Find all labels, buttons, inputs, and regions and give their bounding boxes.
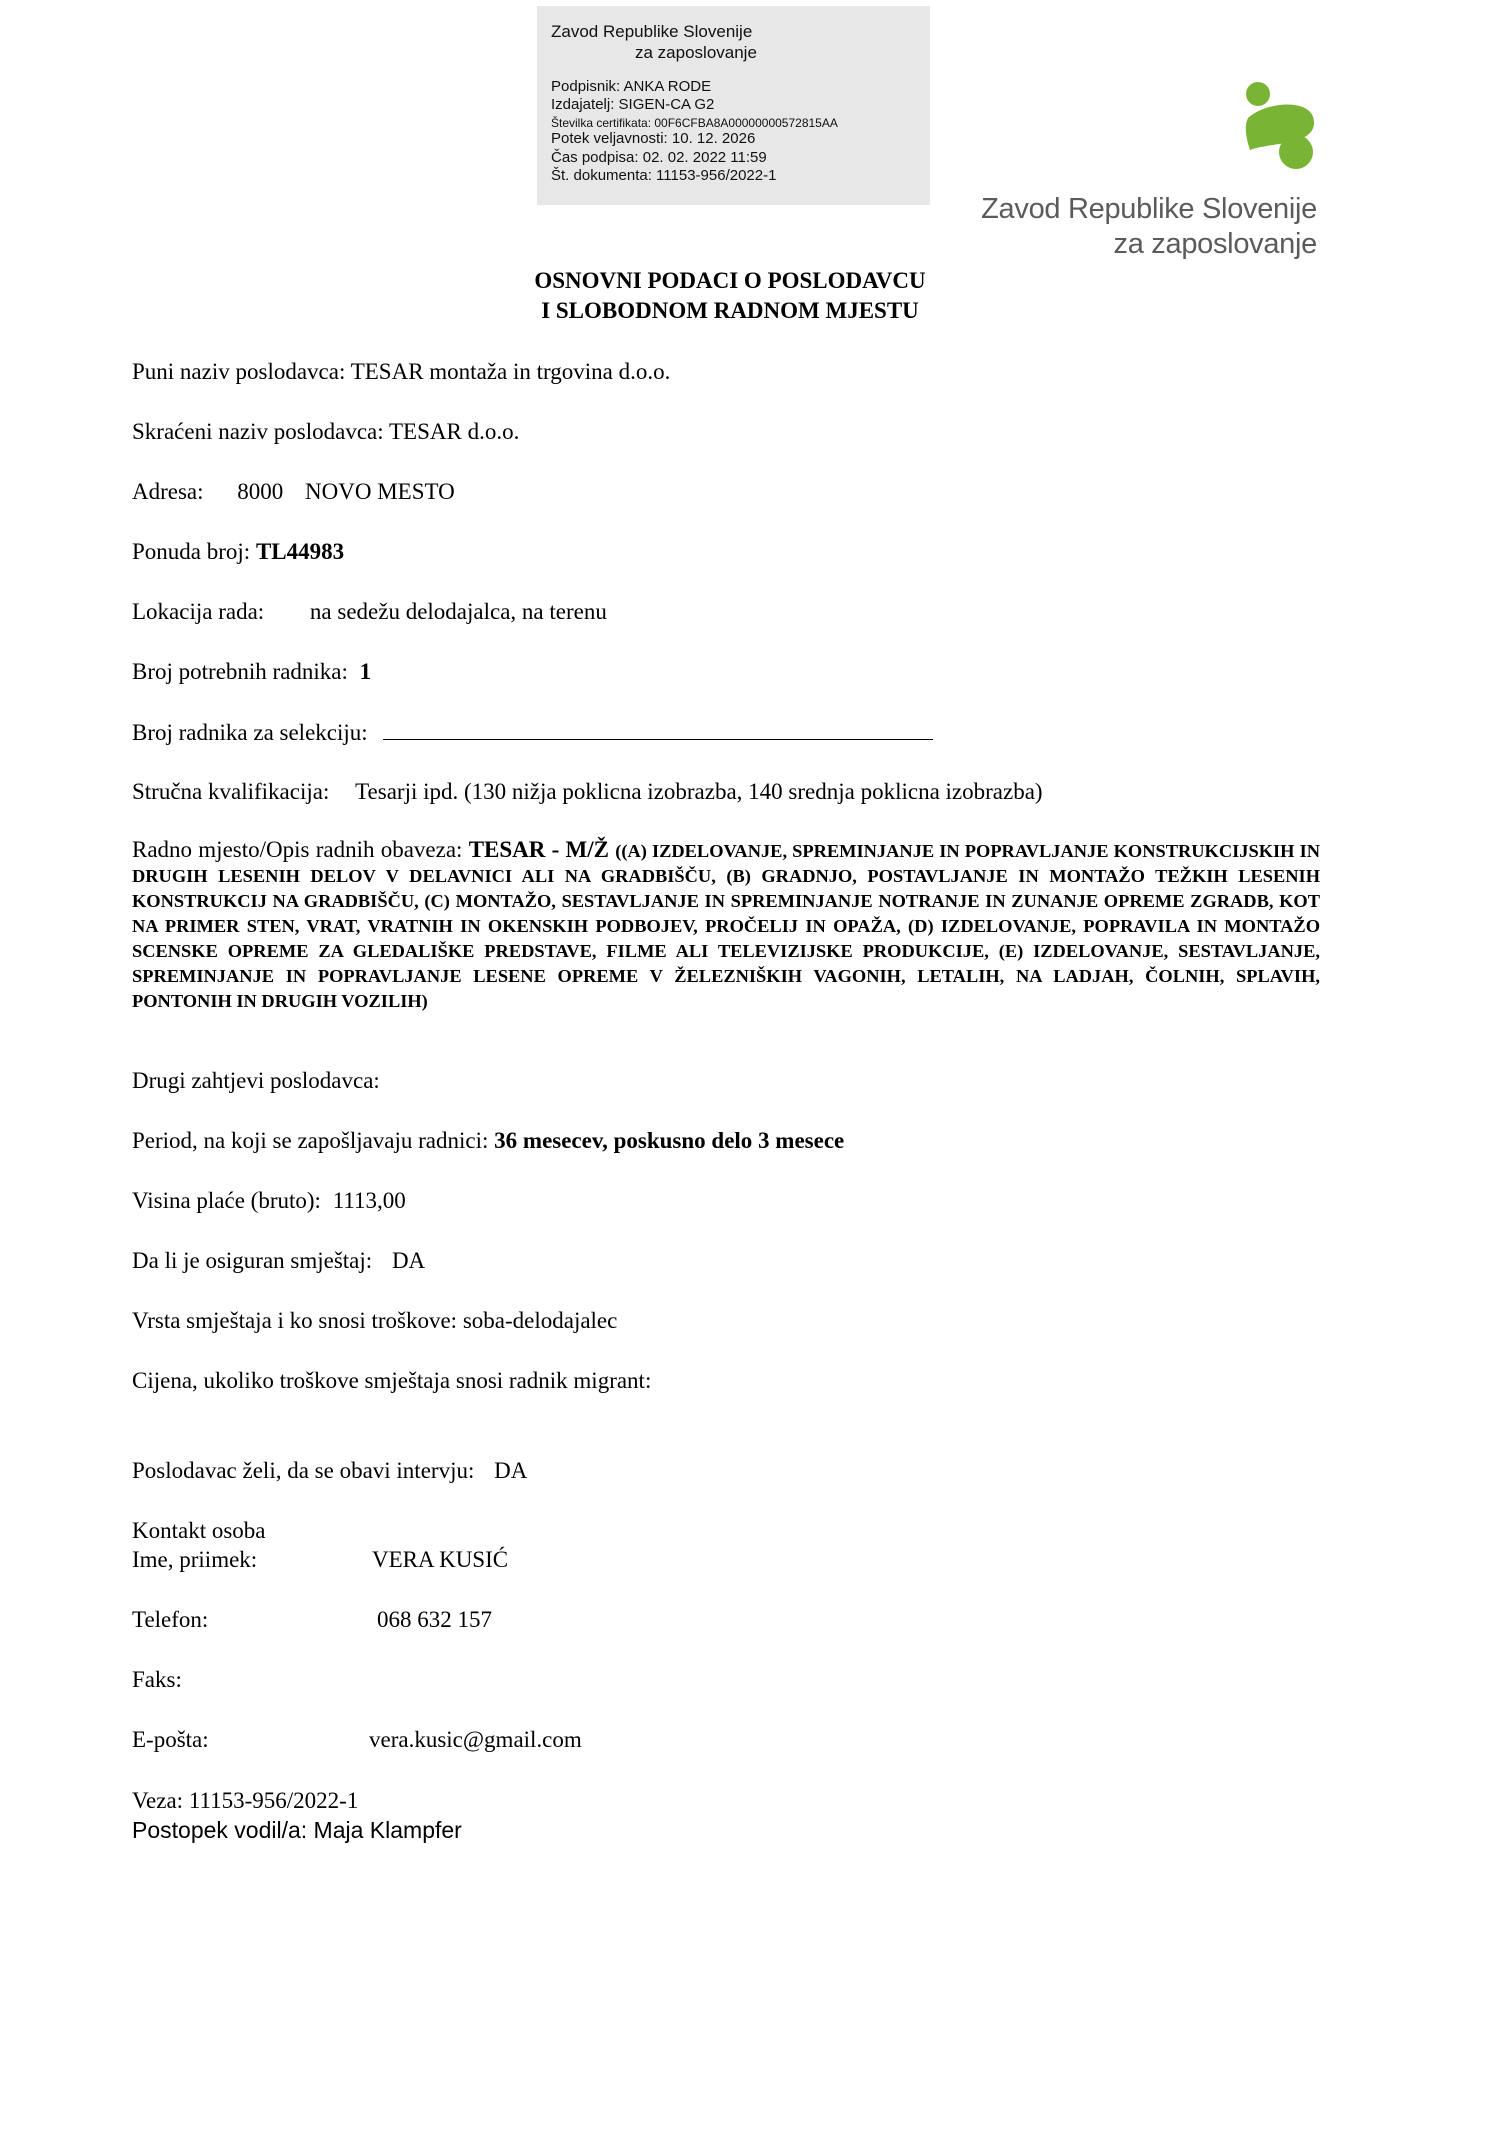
field-period [132, 1128, 844, 1154]
interview-label: Poslodavac želi, da se obavi intervju: [132, 1458, 475, 1483]
fax-label: Faks: [132, 1667, 182, 1692]
email-value: vera.kusic@gmail.com [369, 1727, 582, 1752]
address-postcode: 8000 [237, 479, 284, 504]
logo-text-line2: za zaposlovanje [1113, 228, 1317, 260]
stamp-validity: Potek veljavnosti: 10. 12. 2026 [551, 130, 756, 147]
housing-label: Da li je osiguran smještaj: [132, 1248, 373, 1273]
phone-label: Telefon: [132, 1607, 209, 1632]
selection-blank-line [383, 719, 933, 740]
phone-value: 068 632 157 [377, 1607, 492, 1632]
contact-heading: Kontakt osoba [132, 1518, 266, 1543]
qualification-value: Tesarji ipd. (130 nižja poklicna izobrazba, 140 srednja poklicna izobrazba) [355, 779, 1043, 804]
stamp-certificate: Številka certifikata: 00F6CFBA8A00000000572815AA [551, 116, 838, 130]
interview-value: DA [494, 1458, 528, 1483]
short-name-value: TESAR d.o.o. [388, 419, 520, 444]
reference-line: Veza: 11153-956/2022-1 [132, 1788, 359, 1813]
signature-stamp [537, 6, 930, 205]
housing-type-value: soba-delodajalec [462, 1308, 618, 1333]
email-label: E-pošta: [132, 1727, 209, 1752]
stamp-org-line1: Zavod Republike Slovenije [551, 22, 753, 41]
field-location [132, 599, 607, 625]
period-label: Period, na koji se zapošljavaju radnici: [132, 1128, 489, 1153]
field-fax [132, 1667, 182, 1693]
field-job-description [132, 838, 1320, 1013]
field-interview [132, 1458, 527, 1484]
logo-dot-bottom [1279, 135, 1313, 169]
job-title: TESAR - M/Ž [468, 837, 609, 862]
field-full-name [132, 359, 670, 385]
field-housing-price [132, 1368, 651, 1394]
field-email [132, 1727, 582, 1753]
housing-value: DA [391, 1248, 426, 1273]
field-selection [132, 719, 933, 746]
full-name-label: Puni naziv poslodavca: [132, 359, 346, 384]
field-short-name [132, 419, 519, 445]
offer-value: TL44983 [255, 539, 345, 564]
offer-label: Ponuda broj: [132, 539, 251, 564]
selection-label: Broj radnika za selekciju: [132, 720, 368, 745]
page-title-line1: OSNOVNI PODACI O POSLODAVCU [534, 268, 926, 293]
stamp-issuer: Izdajatelj: SIGEN-CA G2 [551, 96, 715, 113]
salary-label: Visina plaće (bruto): [132, 1188, 321, 1213]
stamp-signer: Podpisnik: ANKA RODE [551, 78, 712, 95]
field-offer-number [132, 539, 344, 565]
stamp-sign-time: Čas podpisa: 02. 02. 2022 11:59 [551, 149, 767, 166]
stamp-org-line2: za zaposlovanje [635, 43, 757, 62]
qualification-label: Stručna kvalifikacija: [132, 779, 330, 804]
address-city: NOVO MESTO [305, 479, 455, 504]
job-label: Radno mjesto/Opis radnih obaveza: [132, 837, 463, 862]
field-qualification [132, 779, 1043, 805]
location-label: Lokacija rada: [132, 599, 265, 624]
stamp-doc-number: Št. dokumenta: 11153-956/2022-1 [551, 167, 777, 184]
location-value: na sedežu delodajalca, na terenu [309, 599, 607, 624]
field-housing [132, 1248, 425, 1274]
handled-by-line: Postopek vodil/a: Maja Klampfer [132, 1817, 462, 1843]
housing-price-label: Cijena, ukoliko troškove smještaja snosi radnik migrant: [132, 1368, 652, 1393]
job-description-text: ((A) IZDELOVANJE, SPREMINJANJE IN POPRAVLJANJE KONSTRUKCIJSKIH IN DRUGIH LESENIH DELOV V DELAVNICI ALI NA GRADBIŠČU, (B) GRADNJO, POSTAVLJANJE IN MONTAŽO TEŽKIH LESENIH KONSTRUKCIJ NA GRADBIŠČU, (C) MONTAŽO, SESTAVLJANJE IN SPREMINJANJE NOTRANJE IN ZUNANJE OPREME ZGRADB, KOT NA PRIMER STEN, VRAT, VRATNIH IN OKENSKIH PODBOJEV, PROČELIJ IN OPAŽA, (D) IZDELOVANJE, POPRAVILA IN MONTAŽO SCENSKE OPREME ZA GLEDALIŠKE PREDSTAVE, FILME ALI TELEVIZIJSKE PRODUKCIJE, (E) IZDELOVANJE, SESTAVLJANJE, SPREMINJANJE IN POPRAVLJANJE LESENE OPREME V ŽELEZNIŠKIH VAGONIH, LETALIH, NA LADJAH, ČOLNIH, SPLAVIH, PONTONIH IN DRUGIH VOZILIH) [132, 841, 1321, 1011]
period-value: 36 mesecev, poskusno delo 3 mesece [494, 1128, 845, 1153]
page-title-line2: I SLOBODNOM RADNOM MJESTU [541, 298, 919, 323]
salary-value: 1113,00 [332, 1188, 406, 1213]
zrss-logo-icon [1240, 80, 1320, 172]
field-workers [132, 659, 371, 685]
name-value: VERA KUSIĆ [372, 1547, 509, 1572]
other-req-label: Drugi zahtjevi poslodavca: [132, 1068, 380, 1093]
logo-text-line1: Zavod Republike Slovenije [981, 193, 1317, 225]
field-housing-type [132, 1308, 617, 1334]
workers-value: 1 [359, 659, 372, 684]
workers-label: Broj potrebnih radnika: [132, 659, 348, 684]
short-name-label: Skraćeni naziv poslodavca: [132, 419, 384, 444]
field-salary [132, 1188, 406, 1214]
field-contact-name [132, 1547, 508, 1573]
field-address [132, 479, 455, 505]
field-other-requirements [132, 1068, 380, 1094]
field-phone [132, 1607, 492, 1633]
housing-type-label: Vrsta smještaja i ko snosi troškove: [132, 1308, 458, 1333]
logo-dot-top [1246, 82, 1270, 106]
full-name-value: TESAR montaža in trgovina d.o.o. [350, 359, 671, 384]
name-label: Ime, priimek: [132, 1547, 258, 1572]
address-label: Adresa: [132, 479, 204, 504]
